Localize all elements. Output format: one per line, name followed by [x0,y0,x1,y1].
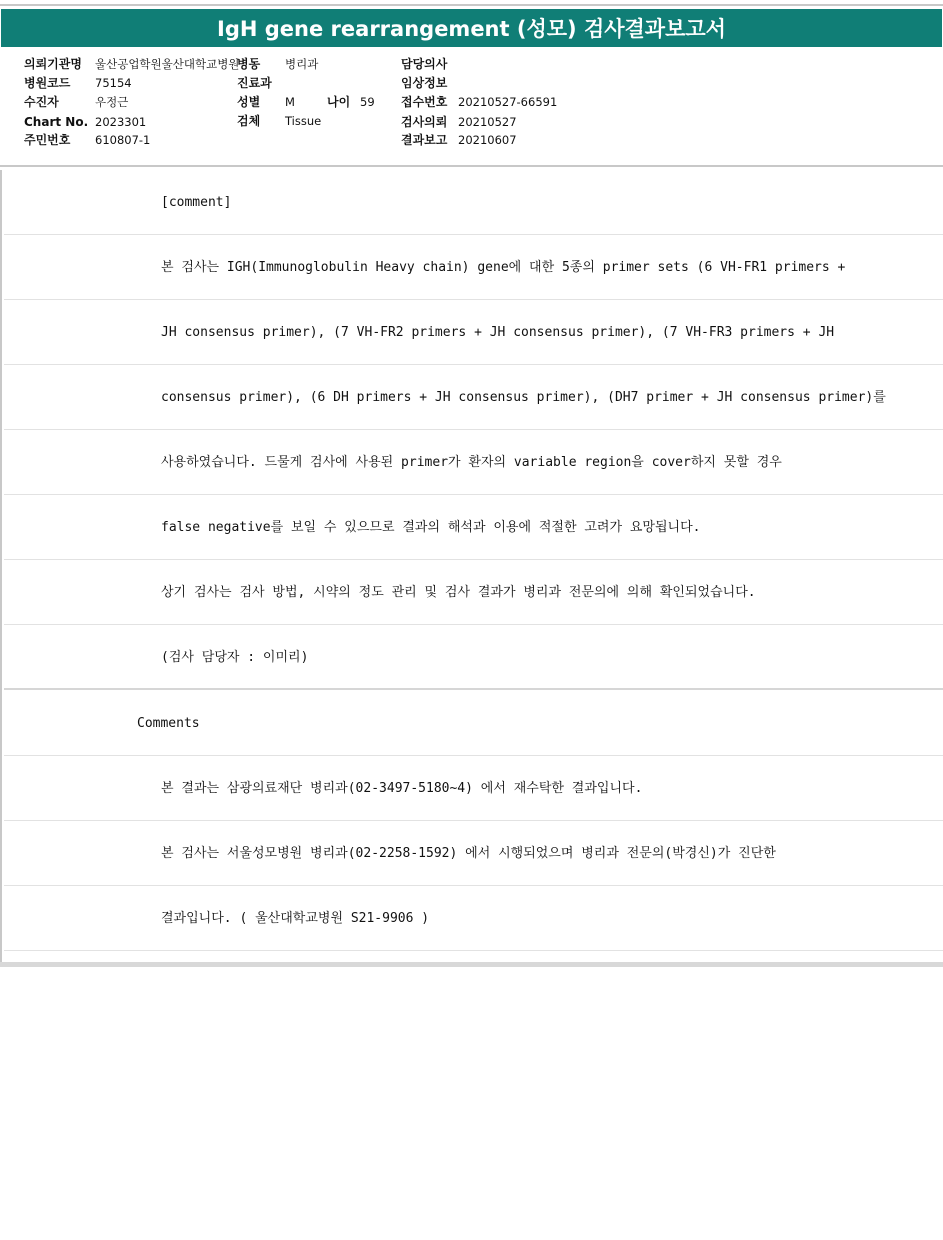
report-line-text: [comment] [161,195,232,210]
report-body [0,170,943,962]
report-title-text: IgH gene rearrangement (성모) 검사결과보고서 [217,17,726,41]
ward-label: 병동 [237,57,261,71]
report-line-text: JH consensus primer), (7 VH-FR2 primers + JH consensus primer), (7 VH-FR3 primers + JH [161,325,835,340]
age-value: 59 [360,95,375,109]
report-line-text: 본 검사는 서울성모병원 병리과(02-2258-1592) 에서 시행되었으며 병리과 전문의(박경신)가 진단한 [161,846,776,861]
report-line [4,170,943,235]
requesting-institution-label: 의뢰기관명 [24,57,82,71]
comments-heading-text: Comments [137,716,200,731]
specimen-label: 검체 [237,114,261,128]
report-line [4,495,943,560]
report-line [4,821,943,886]
report-line [4,430,943,495]
report-line-text: 사용하였습니다. 드물게 검사에 사용된 primer가 환자의 variable region을 cover하지 못할 경우 [161,455,782,470]
comments-heading [4,691,943,756]
report-line [4,625,943,690]
hospital-code-value: 75154 [95,76,132,90]
report-bottom-rule [0,962,943,967]
department-label: 진료과 [237,76,272,90]
patient-label: 수진자 [24,95,59,109]
top-rule [0,4,943,6]
report-line-text: 상기 검사는 검사 방법, 시약의 정도 관리 및 검사 결과가 병리과 전문의에 의해 확인되었습니다. [161,585,756,600]
clinical-info-label: 임상정보 [401,76,448,90]
attending-physician-label: 담당의사 [401,57,448,71]
chart-no-label: Chart No. [24,115,89,129]
report-line-text: consensus primer), (6 DH primers + JH consensus primer), (DH7 primer + JH consensus primer)를 [161,390,886,405]
patient-value: 우정근 [95,95,129,109]
report-date-value: 20210607 [458,133,517,147]
age-label: 나이 [327,95,351,109]
report-line-text: false negative를 보일 수 있으므로 결과의 해석과 이용에 적절한 고려가 요망됩니다. [161,520,701,535]
chart-no-value: 2023301 [95,115,147,129]
report-line [4,886,943,951]
report-line [4,756,943,821]
specimen-value: Tissue [285,114,322,128]
report-line-text: 결과입니다. ( 울산대학교병원 S21-9906 ) [161,911,430,926]
report-line [4,300,943,365]
ward-value: 병리과 [285,57,319,71]
requesting-institution-value: 울산공업학원울산대학교병원 [95,57,240,71]
report-title [1,9,942,47]
request-date-label: 검사의뢰 [401,115,448,129]
report-date-label: 결과보고 [401,133,448,147]
report-line [4,365,943,430]
sex-label: 성별 [237,95,261,109]
receipt-no-value: 20210527-66591 [458,95,558,109]
receipt-no-label: 접수번호 [401,95,448,109]
report-divider [0,165,943,167]
report-line-text: (검사 담당자 : 이미리) [161,650,309,665]
resident-no-label: 주민번호 [24,133,71,147]
report-line-text: 본 결과는 삼광의료재단 병리과(02-3497-5180~4) 에서 재수탁한 결과입니다. [161,781,643,796]
report-line-text: 본 검사는 IGH(Immunoglobulin Heavy chain) gene에 대한 5종의 primer sets (6 VH-FR1 primers + [161,260,846,275]
sex-value: M [285,95,295,109]
report-line [4,235,943,300]
request-date-value: 20210527 [458,115,517,129]
report-line [4,560,943,625]
resident-no-value: 610807-1 [95,133,151,147]
hospital-code-label: 병원코드 [24,76,71,90]
